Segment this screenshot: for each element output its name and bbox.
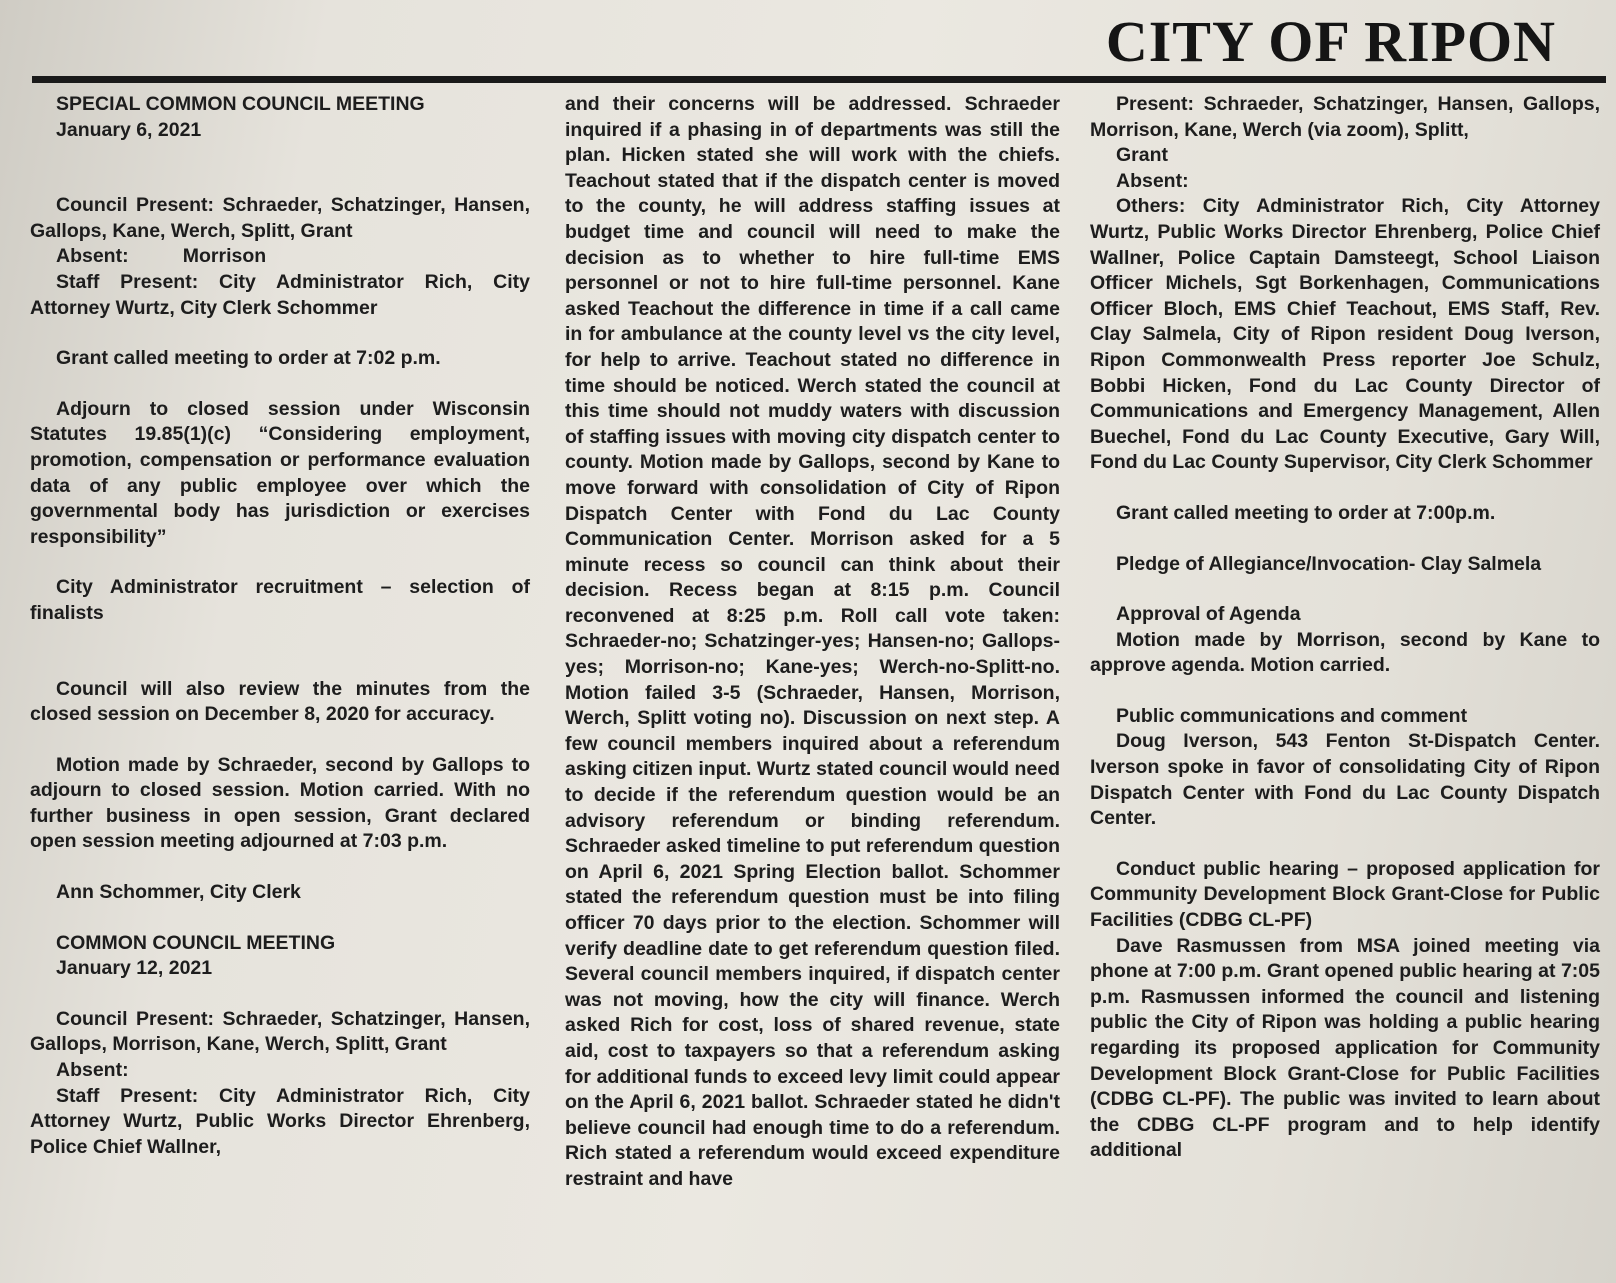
meeting2-date: January 12, 2021 xyxy=(56,957,213,980)
council-present-2: Council Present: Schraeder, Schatzinger, Hansen, Gallops, Morrison, Kane, Werch, Splitt, Grant xyxy=(30,1007,530,1056)
column-2 xyxy=(565,92,1060,1193)
meeting2-title: COMMON COUNCIL MEETING xyxy=(56,931,336,954)
public-comment-title: Public communications and comment xyxy=(1116,704,1468,727)
absent-2: Absent: xyxy=(56,1059,129,1082)
column-1 xyxy=(30,92,530,1160)
present-3: Present: Schraeder, Schatzinger, Hansen, Gallops, Morrison, Kane, Werch (via zoom), Splitt, xyxy=(1090,93,1600,141)
recruitment: City Administrator recruitment – selection of finalists xyxy=(30,576,530,624)
meeting1-title: SPECIAL COMMON COUNCIL MEETING xyxy=(56,93,425,115)
agenda-motion: Motion made by Morrison, second by Kane to approve agenda. Motion carried. xyxy=(1090,628,1600,677)
agenda-title: Approval of Agenda xyxy=(1116,603,1301,626)
order-3: Grant called meeting to order at 7:00p.m. xyxy=(1116,501,1496,524)
column-3 xyxy=(1090,92,1600,1164)
review-minutes: Council will also review the minutes from the closed session on December 8, 2020 for accuracy. xyxy=(30,677,530,726)
staff-present-2: Staff Present: City Administrator Rich, City Attorney Wurtz, Public Works Director Ehrenberg, Police Chief Wallner, xyxy=(30,1084,530,1158)
masthead-rule xyxy=(32,76,1606,83)
clerk-signature: Ann Schommer, City Clerk xyxy=(56,881,301,904)
motion-adjourn: Motion made by Schraeder, second by Gallops to adjourn to closed session. Motion carried. With no further business in open session, Grant declared open session meeting adjourned at 7:03 p.m. xyxy=(30,753,530,853)
absent-1: Absent: Morrison xyxy=(56,245,267,268)
order-1: Grant called meeting to order at 7:02 p.m. xyxy=(56,347,441,370)
meeting1-date: January 6, 2021 xyxy=(56,118,202,141)
absent-3: Absent: xyxy=(1116,169,1189,192)
masthead-title: CITY OF RIPON xyxy=(1105,9,1556,74)
council-present-1: Council Present: Schraeder, Schatzinger, Hansen, Gallops, Kane, Werch, Splitt, Grant xyxy=(30,194,530,242)
column-2-body: and their concerns will be addressed. Schraeder inquired if a phasing in of departments was still the plan. Hicken stated she will work with the chiefs. Teachout stated that if the dispatch center is moved to the county, he will address staffing issues at budget time and council will need to make the decision as to whether to hire full-time EMS personnel or not to hire full-time personnel. Kane asked Teachout the difference in time if a call came in for ambulance at the county level vs the city level, for help to arrive. Teachout stated no difference in time should be noticed. Werch stated the council at this time should not muddy waters with discussion of staffing issues with moving city dispatch center to county. Motion made by Gallops, second by Kane to move forward with consolidation of City of Ripon Dispatch Center with Fond du Lac County Communication Center. Morrison asked for a 5 minute recess so council can think about their decision. Recess began at 8:15 p.m. Council reconvened at 8:25 p.m. Roll call vote taken: Schraeder-no; Schatzinger-yes; Hansen-no; Gallops-yes; Morrison-no; Kane-yes; Werch-no-Splitt-no. Motion failed 3-5 (Schraeder, Hansen, Morrison, Werch, Splitt voting no). Discussion on next step. A few council members inquired about a referendum asking citizen input. Wurtz stated council would need to decide if the referendum question would be an advisory referendum or binding referendum. Schraeder asked timeline to put referendum question on April 6, 2021 Spring Election ballot. Schommer stated the referendum question must be into filing officer 70 days prior to the election. Schommer will verify deadline date to get referendum question filed. Several council members inquired, if dispatch center was not moving, how the city will finance. Werch asked Rich for cost, loss of shared revenue, state aid, cost to taxpayers so that a referendum asking for additional funds to exceed levy limit could appear on the April 6, 2021 ballot. Schraeder stated he didn't believe council had enough time to do a referendum. Rich stated a referendum would exceed expenditure restraint and have xyxy=(565,93,1060,1190)
adjourn-closed: Adjourn to closed session under Wisconsin Statutes 19.85(1)(c) “Considering employment, promotion, compensation or performance evaluation data of any public employee over which the governmental body has jurisdiction or exercises responsibility” xyxy=(30,397,530,548)
pledge: Pledge of Allegiance/Invocation- Clay Salmela xyxy=(1116,552,1542,575)
public-hearing-body: Dave Rasmussen from MSA joined meeting via phone at 7:00 p.m. Grant opened public hearing at 7:05 p.m. Rasmussen informed the council and listening public the City of Ripon was holding a public hearing regarding its proposed application for Community Development Block Grant-Close for Public Facilities (CDBG CL-PF). The public was invited to learn about the CDBG CL-PF program and to help identify additional xyxy=(1090,934,1600,1162)
public-hearing-title: Conduct public hearing – proposed application for Community Development Block Grant-Close for Public Facilities (CDBG CL-PF) xyxy=(1090,857,1600,932)
present-grant: Grant xyxy=(1116,144,1169,167)
staff-present-1: Staff Present: City Administrator Rich, City Attorney Wurtz, City Clerk Schommer xyxy=(30,270,530,319)
public-comment-body: Doug Iverson, 543 Fenton St-Dispatch Center. Iverson spoke in favor of consolidating City of Ripon Dispatch Center with Fond du Lac County Dispatch Center. xyxy=(1090,730,1600,830)
others-present: Others: City Administrator Rich, City Attorney Wurtz, Public Works Director Ehrenberg, Police Chief Wallner, Police Captain Damsteegt, School Liaison Officer Michels, Sgt Borkenhagen, Communications Officer Bloch, EMS Chief Teachout, EMS Staff, Rev. Clay Salmela, City of Ripon resident Doug Iverson, Ripon Commonwealth Press reporter Joe Schulz, Bobbi Hicken, Fond du Lac County Director of Communications and Emergency Management, Allen Buechel, Fond du Lac County Executive, Gary Will, Fond du Lac County Supervisor, City Clerk Schommer xyxy=(1090,195,1600,474)
